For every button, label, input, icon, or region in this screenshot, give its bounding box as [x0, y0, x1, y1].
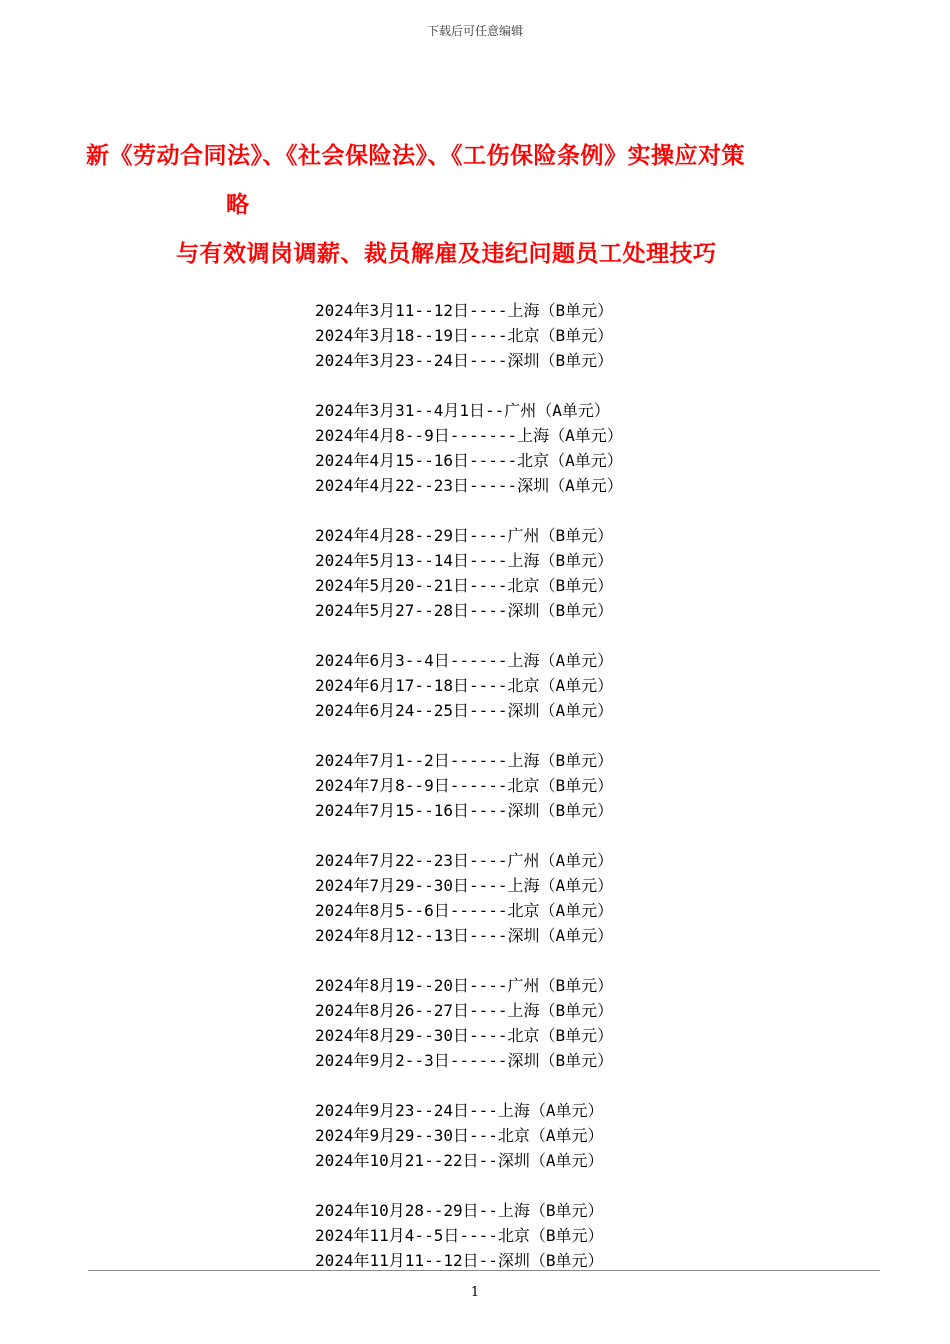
schedule-entry: 2024年9月2--3日------深圳（B单元） [315, 1051, 614, 1070]
page-number: 1 [470, 1285, 480, 1300]
schedule-group [315, 748, 623, 823]
schedule-entry: 2024年7月8--9日------北京（B单元） [315, 776, 614, 795]
footer-divider [88, 1270, 880, 1271]
schedule-list [315, 298, 623, 1298]
schedule-entry: 2024年5月20--21日----北京（B单元） [315, 576, 614, 595]
header-note: 下载后可任意编辑 [426, 24, 523, 38]
schedule-entry: 2024年9月29--30日---北京（A单元） [315, 1126, 604, 1145]
schedule-entry: 2024年3月31--4月1日--广州（A单元） [315, 401, 610, 420]
schedule-entry: 2024年8月12--13日----深圳（A单元） [315, 926, 614, 945]
schedule-group [315, 398, 623, 498]
schedule-entry: 2024年7月22--23日----广州（A单元） [315, 851, 614, 870]
schedule-group [315, 973, 623, 1073]
schedule-entry: 2024年7月29--30日----上海（A单元） [315, 876, 614, 895]
document-subtitle: 与有效调岗调薪、裁员解雇及违纪问题员工处理技巧 [176, 241, 717, 267]
schedule-entry: 2024年3月23--24日----深圳（B单元） [315, 351, 614, 370]
schedule-group [315, 298, 623, 373]
schedule-entry: 2024年4月8--9日-------上海（A单元） [315, 426, 623, 445]
schedule-group [315, 1198, 623, 1273]
schedule-entry: 2024年8月5--6日------北京（A单元） [315, 901, 614, 920]
schedule-entry: 2024年11月11--12日--深圳（B单元） [315, 1251, 604, 1270]
schedule-group [315, 523, 623, 623]
schedule-entry: 2024年4月28--29日----广州（B单元） [315, 526, 614, 545]
schedule-entry: 2024年6月17--18日----北京（A单元） [315, 676, 614, 695]
schedule-group [315, 648, 623, 723]
schedule-entry: 2024年8月26--27日----上海（B单元） [315, 1001, 614, 1020]
schedule-entry: 2024年8月29--30日----北京（B单元） [315, 1026, 614, 1045]
schedule-entry: 2024年6月3--4日------上海（A单元） [315, 651, 614, 670]
schedule-entry: 2024年6月24--25日----深圳（A单元） [315, 701, 614, 720]
schedule-group [315, 848, 623, 948]
schedule-entry: 2024年11月4--5日----北京（B单元） [315, 1226, 604, 1245]
schedule-group [315, 1098, 623, 1173]
schedule-entry: 2024年7月1--2日------上海（B单元） [315, 751, 614, 770]
document-title-line-1: 新《劳动合同法》、《社会保险法》、《工伤保险条例》实操应对策 [86, 143, 745, 169]
schedule-entry: 2024年9月23--24日---上海（A单元） [315, 1101, 604, 1120]
schedule-entry: 2024年10月28--29日--上海（B单元） [315, 1201, 604, 1220]
schedule-entry: 2024年5月27--28日----深圳（B单元） [315, 601, 614, 620]
schedule-entry: 2024年4月22--23日-----深圳（A单元） [315, 476, 623, 495]
schedule-entry: 2024年3月18--19日----北京（B单元） [315, 326, 614, 345]
schedule-entry: 2024年7月15--16日----深圳（B单元） [315, 801, 614, 820]
schedule-entry: 2024年3月11--12日----上海（B单元） [315, 301, 614, 320]
schedule-entry: 2024年8月19--20日----广州（B单元） [315, 976, 614, 995]
schedule-entry: 2024年10月21--22日--深圳（A单元） [315, 1151, 604, 1170]
document-title-line-2: 略 [226, 192, 250, 218]
schedule-entry: 2024年4月15--16日-----北京（A单元） [315, 451, 623, 470]
schedule-entry: 2024年5月13--14日----上海（B单元） [315, 551, 614, 570]
